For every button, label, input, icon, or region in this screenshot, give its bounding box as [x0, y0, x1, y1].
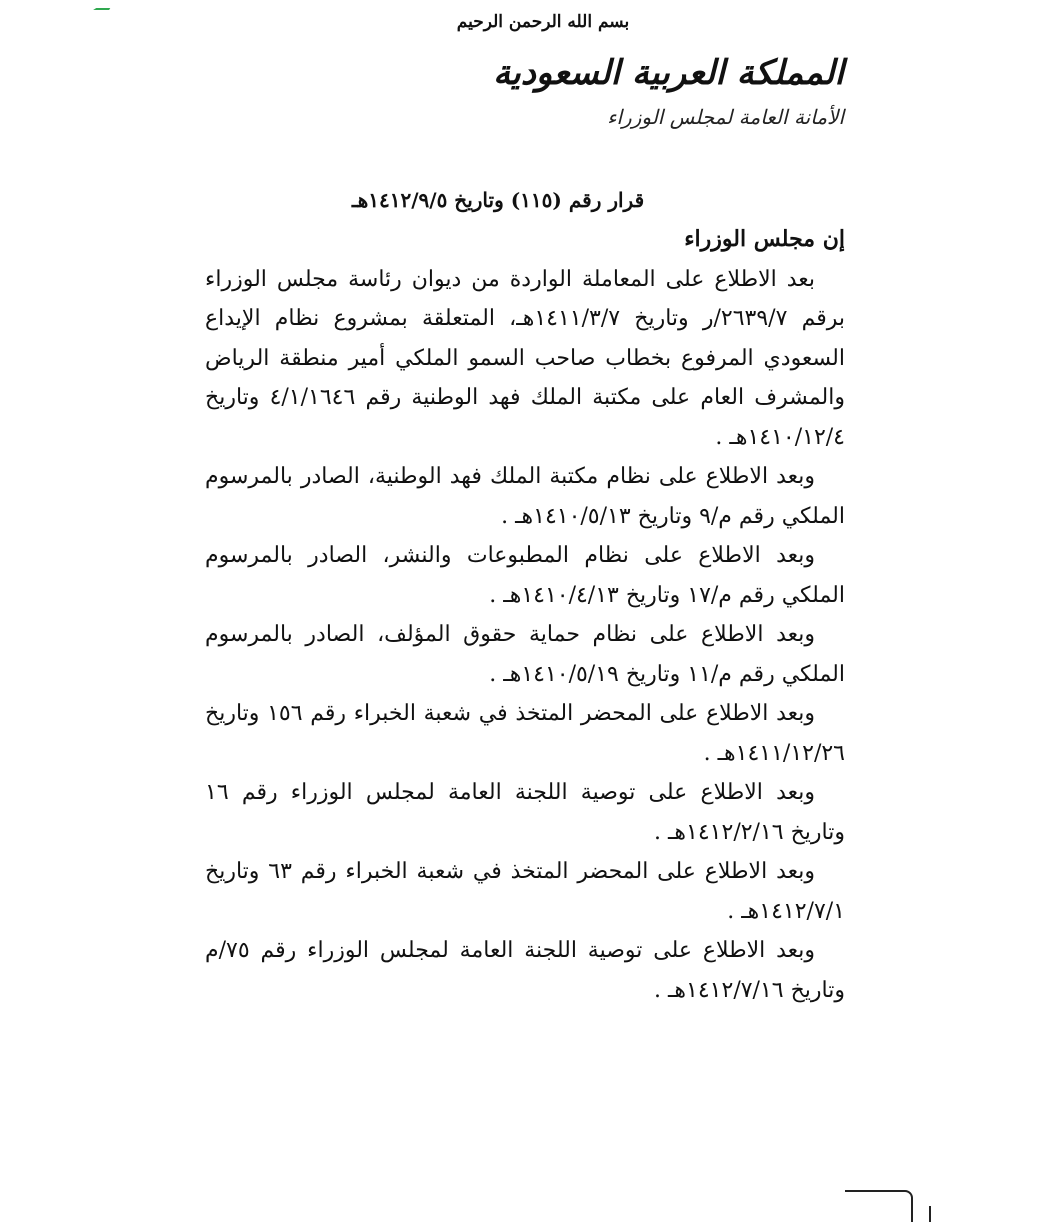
council-heading: إن مجلس الوزراء [684, 226, 845, 252]
paragraph-3: وبعد الاطلاع على نظام المطبوعات والنشر، الصادر بالمرسوم الملكي رقم م/١٧ وتاريخ ١٤١٠/٤/١٣هـ . [205, 543, 845, 608]
decision-title: قرار رقم (١١٥) وتاريخ ١٤١٢/٩/٥هـ [351, 188, 645, 212]
decision-body [205, 220, 845, 1010]
secretariat-name: الأمانة العامة لمجلس الوزراء [607, 104, 844, 129]
kingdom-name: المملكة العربية السعودية [493, 53, 844, 93]
paragraph-7: وبعد الاطلاع على المحضر المتخذ في شعبة الخبراء رقم ٦٣ وتاريخ ١٤١٢/٧/١هـ . [205, 859, 845, 924]
paragraph-4: وبعد الاطلاع على نظام حماية حقوق المؤلف، الصادر بالمرسوم الملكي رقم م/١١ وتاريخ ١٤١٠/٥/١٩هـ . [205, 622, 845, 687]
letterhead [493, 52, 844, 129]
paragraph-2: وبعد الاطلاع على نظام مكتبة الملك فهد الوطنية، الصادر بالمرسوم الملكي رقم م/٩ وتاريخ ١٤١٠/٥/١٣هـ . [205, 464, 845, 529]
paragraph-5: وبعد الاطلاع على المحضر المتخذ في شعبة الخبراء رقم ١٥٦ وتاريخ ١٤١١/١٢/٢٦هـ . [205, 701, 845, 766]
corner-scan-mark [93, 0, 115, 10]
page-corner-mark [845, 1186, 935, 1222]
paragraph-1: بعد الاطلاع على المعاملة الواردة من ديوان رئاسة مجلس الوزراء برقم ٢٦٣٩/٧/ر وتاريخ ١٤١١/٣/٧هـ، المتعلقة بمشروع نظام الإيداع السعودي المرفوع بخطاب صاحب السمو الملكي أمير منطقة الرياض والمشرف العام على مكتبة الملك فهد الوطنية رقم ٤/١/١٦٤٦ وتاريخ ١٤١٠/١٢/٤هـ . [205, 266, 846, 450]
corner-curve [901, 1190, 913, 1222]
corner-line [845, 1190, 905, 1192]
corner-tick [929, 1206, 931, 1222]
basmala: بسم الله الرحمن الرحيم [456, 12, 630, 32]
paragraph-8: وبعد الاطلاع على توصية اللجنة العامة لمجلس الوزراء رقم ٧٥/م وتاريخ ١٤١٢/٧/١٦هـ . [205, 938, 845, 1003]
paragraph-6: وبعد الاطلاع على توصية اللجنة العامة لمجلس الوزراء رقم ١٦ وتاريخ ١٤١٢/٢/١٦هـ . [205, 780, 845, 845]
